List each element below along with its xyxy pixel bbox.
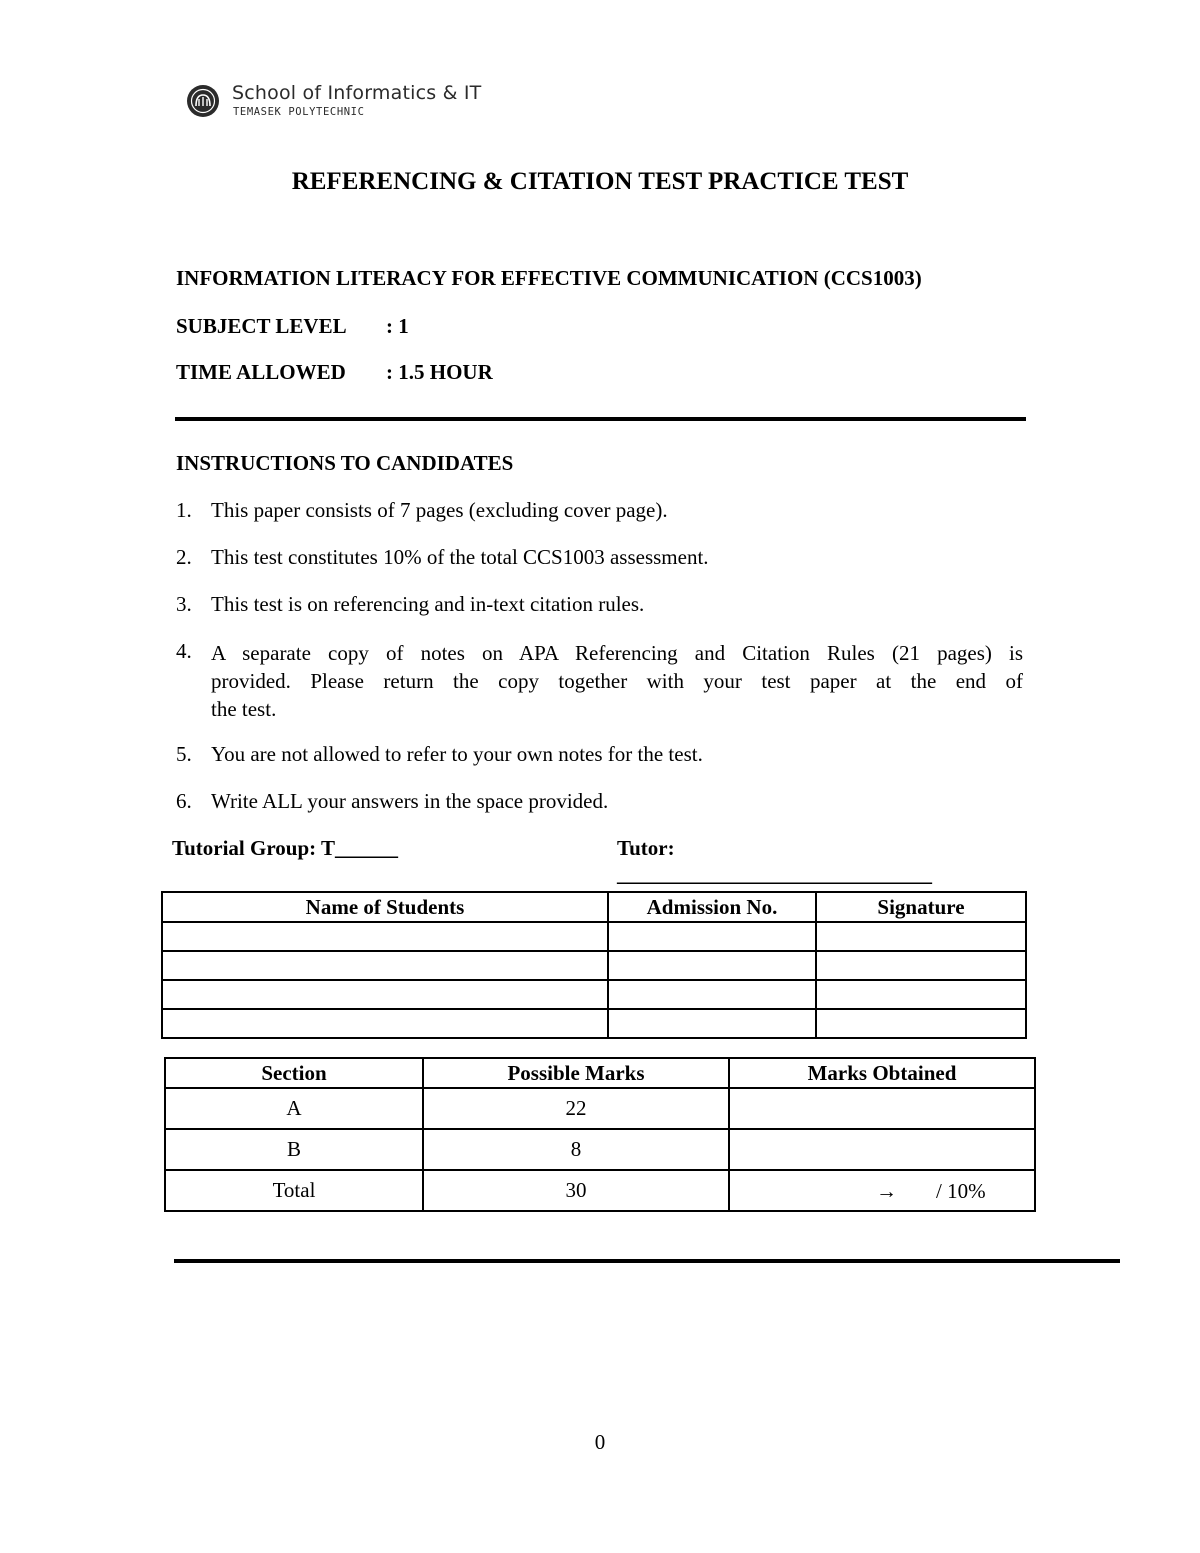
student-name-cell[interactable]	[162, 1009, 608, 1038]
instruction-text: Write ALL your answers in the space provided.	[211, 789, 609, 813]
instruction-number: 2.	[176, 545, 192, 569]
table-row	[162, 1009, 1026, 1038]
table-row	[165, 1129, 1035, 1170]
admission-no-cell[interactable]	[608, 951, 816, 980]
signature-cell[interactable]	[816, 922, 1026, 951]
marks-obtained-cell[interactable]	[729, 1088, 1035, 1129]
table-row	[165, 1088, 1035, 1129]
section-cell: A	[165, 1088, 423, 1129]
section-cell: Total	[165, 1170, 423, 1211]
column-header: Possible Marks	[423, 1058, 729, 1088]
school-logo	[186, 82, 486, 122]
total-percent: / 10%	[936, 1179, 986, 1203]
possible-marks-cell: 8	[423, 1129, 729, 1170]
table-row	[162, 951, 1026, 980]
marks-obtained-cell[interactable]	[729, 1170, 1035, 1211]
column-header: Admission No.	[608, 892, 816, 922]
instruction-number: 4.	[176, 639, 192, 663]
course-name: INFORMATION LITERACY FOR EFFECTIVE COMMUNICATION (CCS1003)	[176, 266, 922, 290]
signature-cell[interactable]	[816, 980, 1026, 1009]
tutor-label: Tutor:	[617, 836, 675, 860]
instruction-text: This paper consists of 7 pages (excluding cover page).	[211, 498, 668, 522]
admission-no-cell[interactable]	[608, 1009, 816, 1038]
column-header: Signature	[816, 892, 1026, 922]
instruction-text: This test is on referencing and in-text citation rules.	[211, 592, 645, 616]
instruction-item	[176, 639, 1024, 729]
signature-cell[interactable]	[816, 951, 1026, 980]
column-header: Name of Students	[162, 892, 608, 922]
student-name-cell[interactable]	[162, 922, 608, 951]
instruction-number: 1.	[176, 498, 192, 522]
signature-cell[interactable]	[816, 1009, 1026, 1038]
student-name-cell[interactable]	[162, 951, 608, 980]
arrow-right-icon: →	[876, 1179, 897, 1203]
page-title: REFERENCING & CITATION TEST PRACTICE TEST	[291, 168, 909, 195]
instructions-heading: INSTRUCTIONS TO CANDIDATES	[176, 451, 514, 475]
divider-bottom	[174, 1259, 1120, 1263]
logo-subtitle: TEMASEK POLYTECHNIC	[233, 106, 365, 118]
possible-marks-cell: 30	[423, 1170, 729, 1211]
subject-level-label: SUBJECT LEVEL	[176, 314, 347, 338]
section-cell: B	[165, 1129, 423, 1170]
students-table	[161, 891, 1027, 1039]
subject-level-value: : 1	[386, 314, 409, 338]
instruction-text: You are not allowed to refer to your own notes for the test.	[211, 742, 703, 766]
table-header-row	[165, 1058, 1035, 1088]
tutor-field[interactable]: ______________________________	[617, 862, 932, 886]
time-allowed-label: TIME ALLOWED	[176, 360, 346, 384]
tutorial-group-field[interactable]: Tutorial Group: T______	[172, 836, 398, 860]
table-row	[162, 922, 1026, 951]
marks-obtained-cell[interactable]	[729, 1129, 1035, 1170]
time-allowed	[176, 360, 493, 385]
table-header-row	[162, 892, 1026, 922]
subject-level	[176, 314, 409, 339]
table-row-total	[165, 1170, 1035, 1211]
instruction-number: 3.	[176, 592, 192, 616]
time-allowed-value: : 1.5 HOUR	[386, 360, 493, 384]
column-header: Section	[165, 1058, 423, 1088]
possible-marks-cell: 22	[423, 1088, 729, 1129]
instruction-line: provided. Please return the copy together with your test paper at the end of	[211, 669, 1023, 693]
instruction-number: 6.	[176, 789, 192, 813]
divider-top	[175, 417, 1026, 421]
instruction-number: 5.	[176, 742, 192, 766]
admission-no-cell[interactable]	[608, 980, 816, 1009]
logo-title: School of Informatics & IT	[232, 82, 482, 104]
instruction-text: This test constitutes 10% of the total CCS1003 assessment.	[211, 545, 709, 569]
school-seal-icon	[186, 84, 220, 118]
marks-table	[164, 1057, 1036, 1212]
instruction-line: A separate copy of notes on APA Referencing and Citation Rules (21 pages) is	[211, 641, 1023, 665]
instruction-line: the test.	[211, 697, 277, 721]
instruction-text	[211, 639, 1023, 723]
student-name-cell[interactable]	[162, 980, 608, 1009]
admission-no-cell[interactable]	[608, 922, 816, 951]
column-header: Marks Obtained	[729, 1058, 1035, 1088]
table-row	[162, 980, 1026, 1009]
page-number: 0	[594, 1430, 606, 1454]
